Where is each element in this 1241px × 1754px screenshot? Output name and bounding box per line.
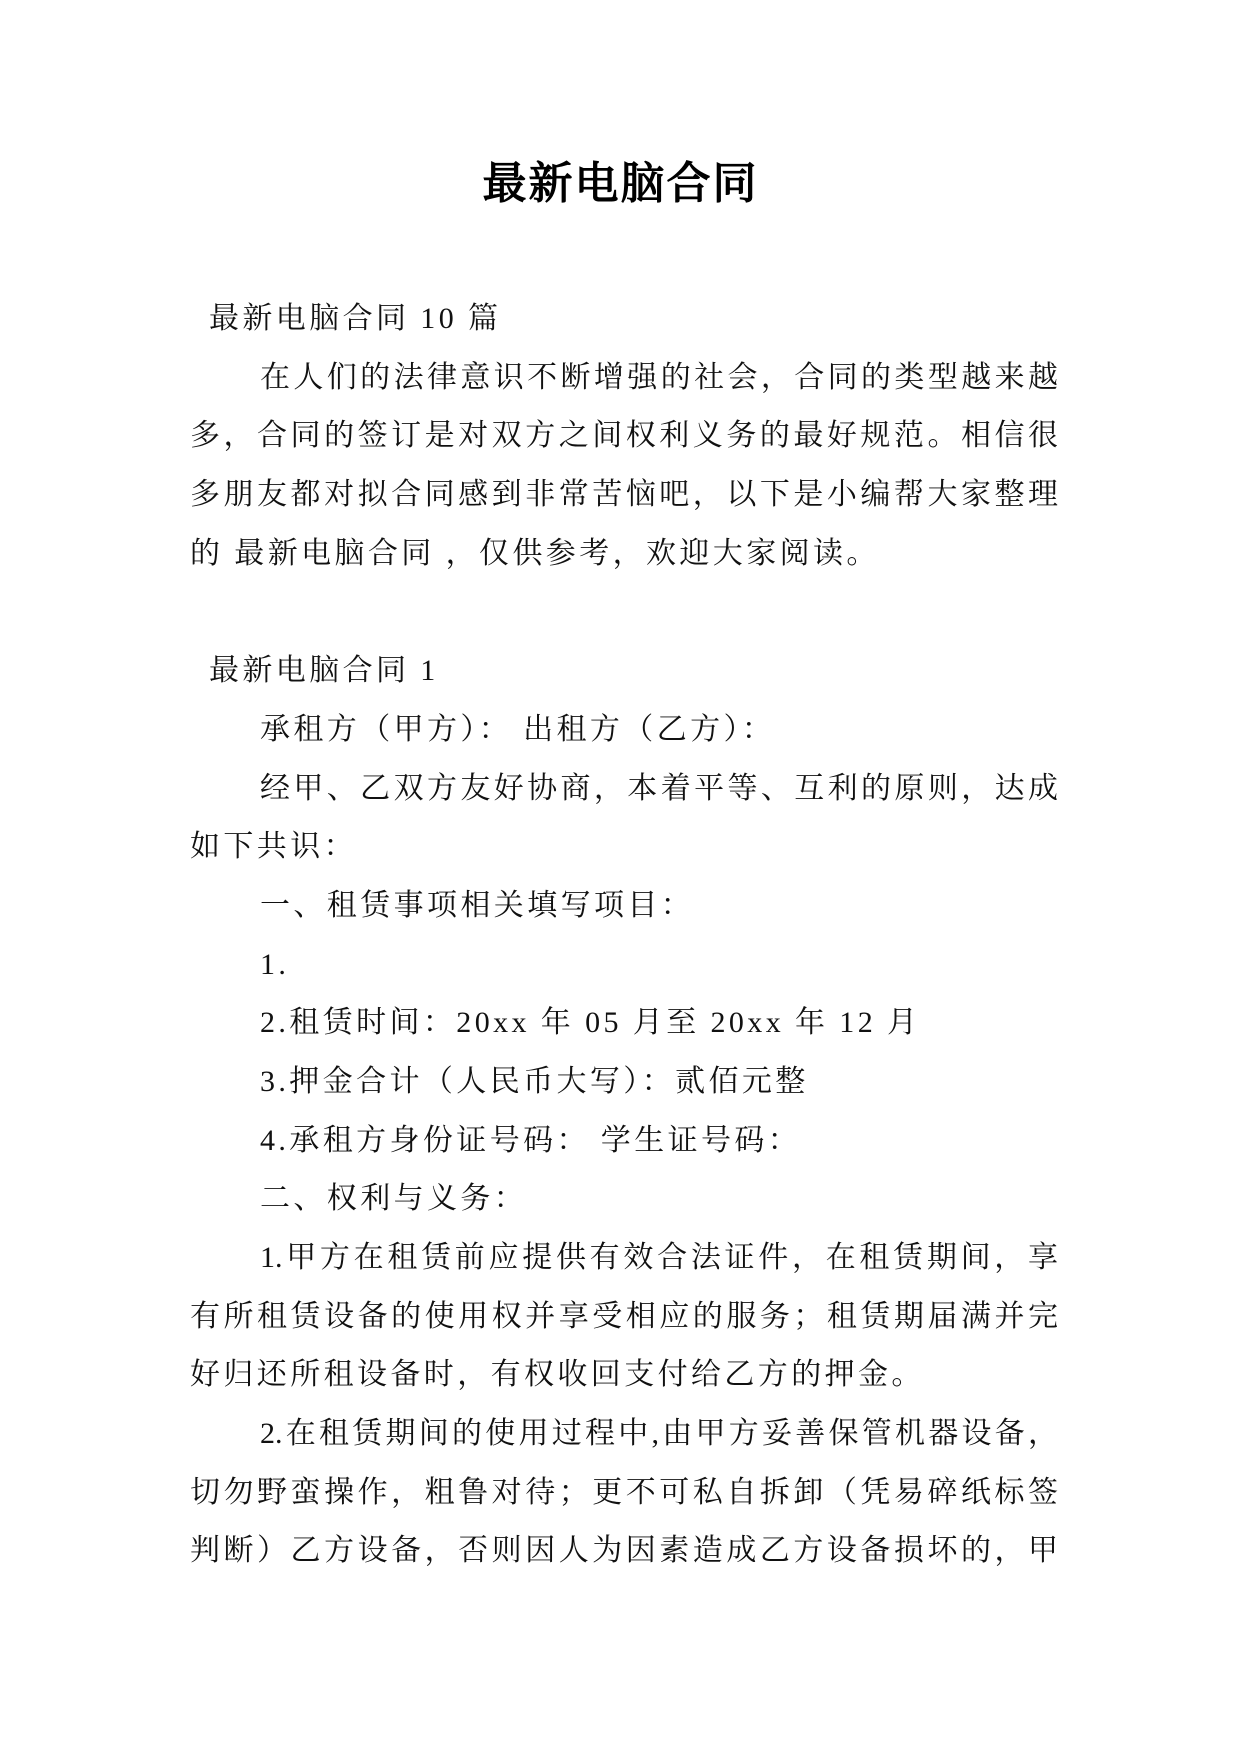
preamble-line: 如下共识： <box>190 830 357 864</box>
clause-line: 判断）乙方设备，否则因人为因素造成乙方设备损坏的，甲 <box>190 1534 1058 1568</box>
clause-line: 有所租赁设备的使用权并享受相应的服务；租赁期届满并完 <box>190 1299 1058 1333</box>
intro-line: 多朋友都对拟合同感到非常苦恼吧，以下是小编帮大家整理 <box>190 478 1058 512</box>
clause-line: 1.甲方在租赁前应提供有效合法证件，在租赁期间，享 <box>260 1241 1058 1274</box>
document-title: 最新电脑合同 <box>482 159 759 208</box>
list-item: 2.租赁时间：20xx 年 05 月至 20xx 年 12 月 <box>260 1006 921 1040</box>
clause-line: 2.在租赁期间的使用过程中,由甲方妥善保管机器设备， <box>260 1417 1058 1451</box>
intro-line: 在人们的法律意识不断增强的社会，合同的类型越来越 <box>260 360 1058 394</box>
document-body <box>190 290 1058 1581</box>
intro-line: 多，合同的签订是对双方之间权利义务的最好规范。相信很 <box>190 419 1058 453</box>
collection-heading: 最新电脑合同 10 篇 <box>209 302 502 335</box>
list-item: 4.承租方身份证号码： 学生证号码： <box>260 1123 802 1157</box>
list-item: 3.押金合计（人民币大写）：贰佰元整 <box>260 1064 809 1098</box>
clause-line: 好归还所租设备时，有权收回支付给乙方的押金。 <box>190 1358 925 1392</box>
list-item: 1. <box>260 947 290 981</box>
blank-line <box>190 583 1058 642</box>
section-heading: 二、权利与义务： <box>260 1182 528 1216</box>
clause-line: 切勿野蛮操作，粗鲁对待；更不可私自拆卸（凭易碎纸标签 <box>190 1475 1058 1509</box>
parties-line: 承租方（甲方）： 出租方（乙方）： <box>260 712 776 746</box>
preamble-line: 经甲、乙双方友好协商，本着平等、互利的原则，达成 <box>260 771 1058 805</box>
section-heading: 一、租赁事项相关填写项目： <box>260 888 695 922</box>
contract-heading: 最新电脑合同 1 <box>209 654 439 688</box>
intro-line: 的 最新电脑合同 ，仅供参考，欢迎大家阅读。 <box>190 536 880 570</box>
